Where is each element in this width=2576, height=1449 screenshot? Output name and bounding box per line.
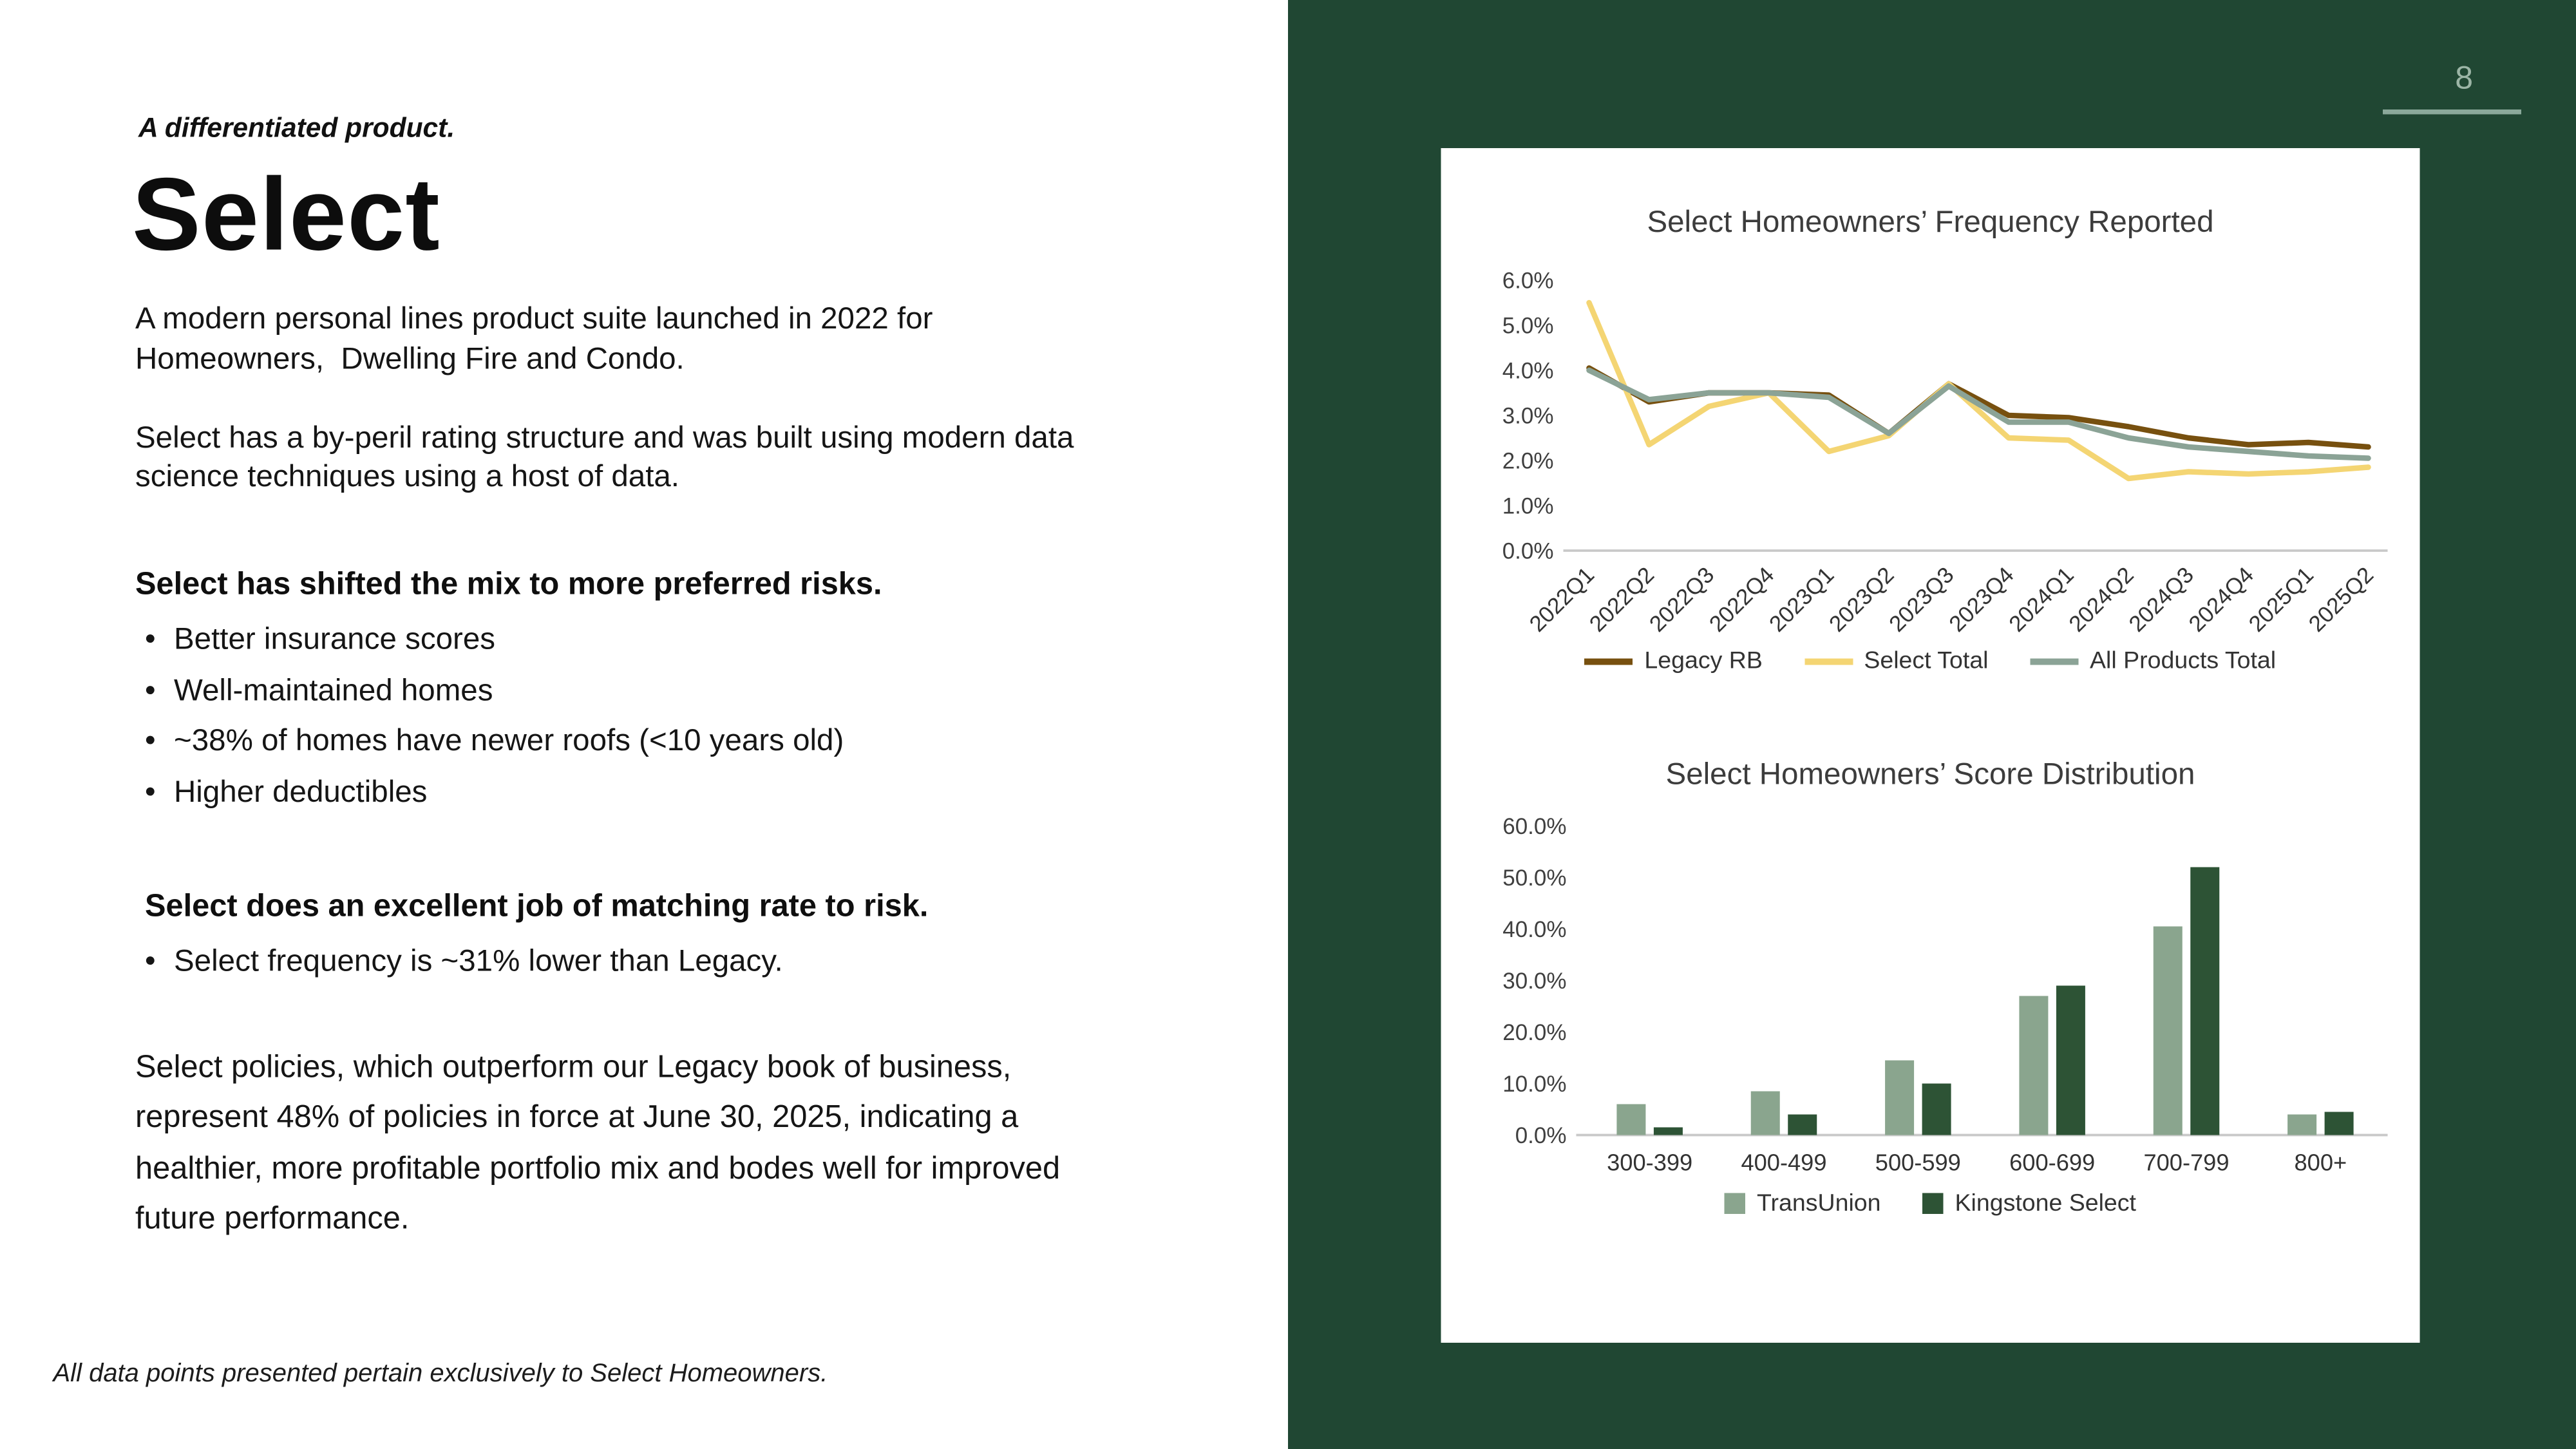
legend-label: Select Total — [1864, 647, 1989, 675]
legend-item-all-products-total — [2031, 647, 2277, 675]
legend-item-select-total — [1804, 647, 1989, 675]
legend-item-kingstone-select — [1923, 1190, 2136, 1218]
transunion-bar — [2154, 927, 2183, 1135]
rating-paragraph: Select has a by-peril rating structure and was built using modern data science techniques using a host of data. — [135, 421, 1083, 495]
svg-text:2.0%: 2.0% — [1502, 448, 1554, 474]
legend-item-transunion — [1725, 1190, 1880, 1218]
kingstone-select-bar — [2325, 1112, 2354, 1135]
bar-chart-title: Select Homeowners’ Score Distribution — [1665, 758, 2195, 792]
svg-text:2024Q3: 2024Q3 — [2124, 562, 2199, 637]
bullet-list-rate — [135, 941, 1166, 982]
bullet-marker: • — [145, 674, 156, 708]
svg-text:2022Q4: 2022Q4 — [1704, 562, 1779, 637]
svg-text:600-699: 600-699 — [2009, 1149, 2096, 1176]
svg-text:3.0%: 3.0% — [1502, 403, 1554, 429]
svg-text:800+: 800+ — [2294, 1149, 2347, 1176]
section-heading-rate: Select does an excellent job of matching rate to risk. — [145, 887, 929, 923]
svg-text:2023Q3: 2023Q3 — [1884, 562, 1959, 637]
svg-text:2025Q2: 2025Q2 — [2304, 562, 2379, 637]
svg-text:2024Q2: 2024Q2 — [2064, 562, 2139, 637]
page-title: Select — [132, 156, 440, 272]
score-bar-chart — [1448, 804, 2414, 1187]
transunion-swatch — [1725, 1193, 1746, 1215]
bullet-text: ~38% of homes have newer roofs (<10 years old) — [174, 724, 844, 759]
svg-text:2022Q3: 2022Q3 — [1644, 562, 1719, 637]
svg-text:500-599: 500-599 — [1875, 1149, 1961, 1176]
kingstone-select-bar — [1654, 1128, 1683, 1135]
svg-text:300-399: 300-399 — [1607, 1149, 1693, 1176]
svg-text:0.0%: 0.0% — [1515, 1123, 1567, 1148]
bullet-text: Better insurance scores — [174, 623, 495, 657]
legend-label: Legacy RB — [1644, 647, 1763, 675]
transunion-bar — [2019, 996, 2048, 1135]
svg-text:5.0%: 5.0% — [1502, 313, 1554, 339]
bullet-marker: • — [145, 623, 156, 657]
svg-text:2024Q4: 2024Q4 — [2184, 562, 2259, 637]
kingstone-select-bar — [2056, 986, 2085, 1135]
kingstone-select-bar — [1922, 1084, 1951, 1135]
bullet-item — [135, 670, 1166, 712]
svg-text:4.0%: 4.0% — [1502, 358, 1554, 384]
legend-label: All Products Total — [2090, 647, 2277, 675]
bullet-item — [135, 620, 1166, 661]
bullet-item — [135, 941, 1166, 982]
svg-text:2023Q2: 2023Q2 — [1824, 562, 1899, 637]
closing-paragraph: Select policies, which outperform our Legacy book of business, represent 48% of policies in force at June 30, 2025, indicating a healthier, more profitable portfolio mix and bodes well for improved future performance. — [135, 1050, 1061, 1236]
kingstone-select-bar — [1788, 1115, 1817, 1135]
line-chart-title: Select Homeowners’ Frequency Reported — [1647, 206, 2214, 240]
svg-text:60.0%: 60.0% — [1502, 814, 1567, 839]
svg-text:400-499: 400-499 — [1741, 1149, 1827, 1176]
legend-label: TransUnion — [1757, 1189, 1881, 1217]
svg-text:2022Q2: 2022Q2 — [1584, 562, 1660, 637]
footnote: All data points presented pertain exclusively to Select Homeowners. — [53, 1360, 828, 1388]
all-products-total-swatch — [2031, 658, 2079, 664]
svg-text:2023Q1: 2023Q1 — [1764, 562, 1839, 637]
svg-text:2022Q1: 2022Q1 — [1524, 562, 1600, 637]
svg-text:2025Q1: 2025Q1 — [2244, 562, 2319, 637]
bullet-text: Higher deductibles — [174, 775, 428, 810]
intro-paragraph: A modern personal lines product suite launched in 2022 for Homeowners, Dwelling Fire and Condo. — [135, 303, 942, 377]
charts-card — [1441, 148, 2420, 1343]
legend-label: Kingstone Select — [1955, 1189, 2136, 1217]
bullet-text: Well-maintained homes — [174, 674, 493, 708]
svg-text:6.0%: 6.0% — [1502, 268, 1554, 294]
svg-text:0.0%: 0.0% — [1502, 538, 1554, 564]
svg-text:30.0%: 30.0% — [1502, 969, 1567, 994]
right-panel — [1288, 0, 2576, 1449]
transunion-bar — [1616, 1104, 1645, 1135]
legacy-rb-swatch — [1585, 658, 1633, 664]
bullet-list-mix — [135, 620, 1166, 813]
transunion-bar — [1751, 1092, 1780, 1135]
page-number: 8 — [2455, 61, 2473, 97]
left-panel — [132, 113, 1166, 1276]
page-number-underline — [2383, 109, 2521, 115]
svg-text:2024Q1: 2024Q1 — [2004, 562, 2079, 637]
kicker: A differentiated product. — [138, 113, 455, 144]
svg-text:1.0%: 1.0% — [1502, 493, 1554, 519]
section-heading-mix: Select has shifted the mix to more preferred risks. — [135, 566, 882, 602]
bullet-item — [135, 722, 1166, 763]
transunion-bar — [2287, 1115, 2316, 1135]
kingstone-select-bar — [2190, 867, 2219, 1135]
frequency-line-chart — [1448, 251, 2414, 644]
bullet-marker: • — [145, 775, 156, 810]
bullet-marker: • — [145, 944, 156, 978]
select-total-swatch — [1804, 658, 1853, 664]
kingstone-select-swatch — [1923, 1193, 1944, 1215]
svg-text:2023Q4: 2023Q4 — [1944, 562, 2019, 637]
line-chart-legend — [1441, 647, 2420, 675]
svg-text:700-799: 700-799 — [2143, 1149, 2230, 1176]
svg-text:40.0%: 40.0% — [1502, 917, 1567, 942]
svg-text:10.0%: 10.0% — [1502, 1072, 1567, 1097]
bar-chart-legend — [1441, 1190, 2420, 1218]
transunion-bar — [1885, 1061, 1914, 1135]
bullet-item — [135, 773, 1166, 814]
svg-text:20.0%: 20.0% — [1502, 1020, 1567, 1045]
svg-text:50.0%: 50.0% — [1502, 866, 1567, 891]
bullet-text: Select frequency is ~31% lower than Legacy. — [174, 944, 783, 978]
legend-item-legacy-rb — [1585, 647, 1763, 675]
bullet-marker: • — [145, 724, 156, 759]
